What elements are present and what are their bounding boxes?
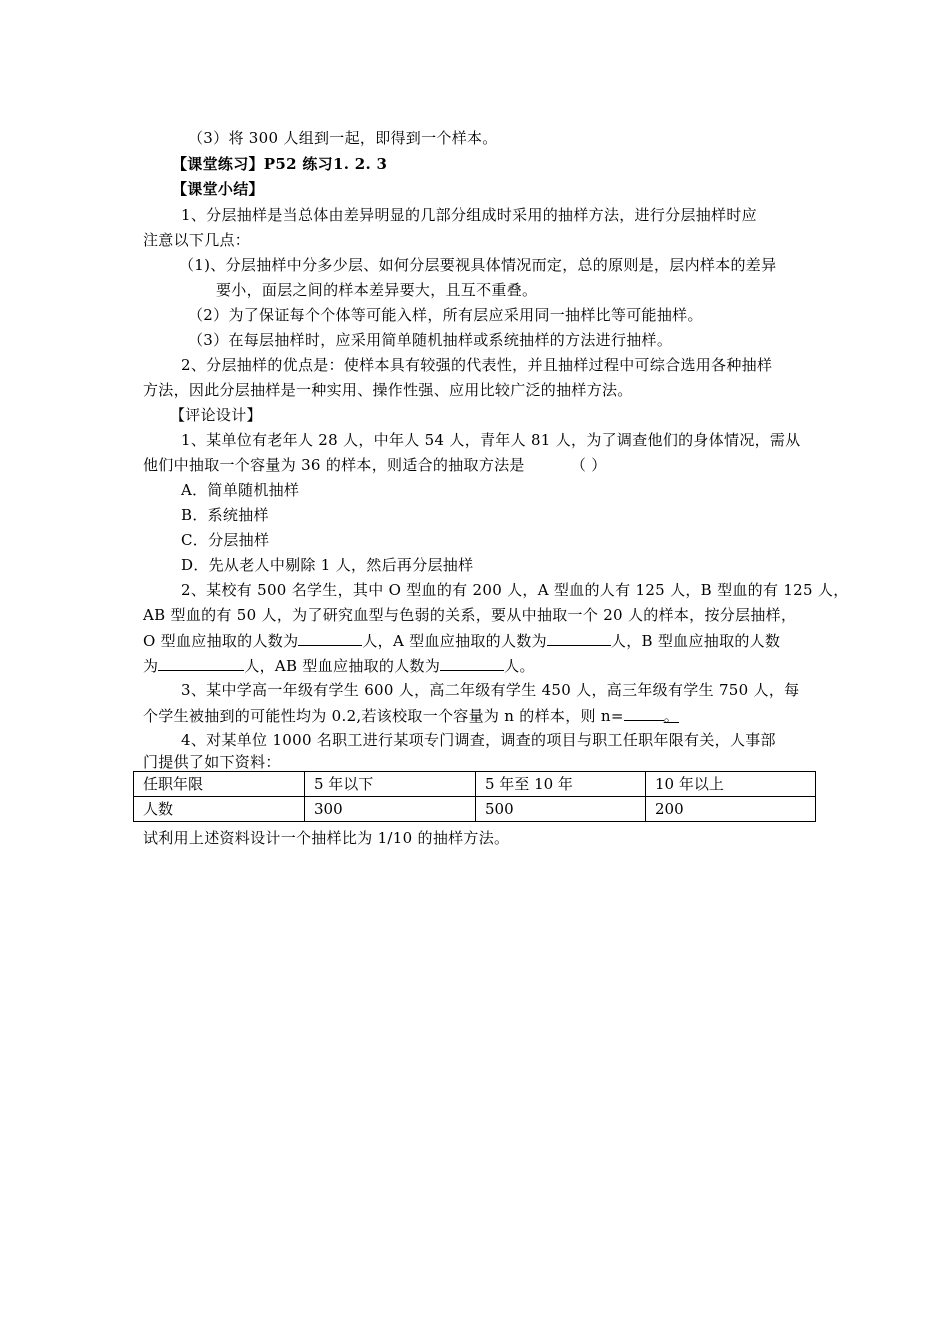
question-3-line-1: 3、某中学高一年级有学生 600 人，高二年级有学生 450 人，高三年级有学生 750 人，每 bbox=[181, 681, 800, 699]
summary-point-1-3: （3）在每层抽样时，应采用简单随机抽样或系统抽样的方法进行抽样。 bbox=[188, 331, 673, 349]
summary-point-1-1-line-1: （1)、分层抽样中分多少层、如何分层要视具体情况而定，总的原则是，层内样本的差异 bbox=[179, 256, 777, 274]
question-2-b-type-text: 人，B 型血应抽取的人数 bbox=[610, 632, 781, 650]
question-2-o-type-text: O 型血应抽取的人数为 bbox=[143, 632, 299, 650]
a-type-answer-blank[interactable] bbox=[547, 630, 611, 646]
classroom-practice-line: 【课堂练习】P52 练习1. 2. 3 bbox=[172, 155, 388, 173]
table-cell: 5 年至 10 年 bbox=[476, 772, 646, 797]
question-2-a-type-text: 人，A 型血应抽取的人数为 bbox=[362, 632, 547, 650]
step-3-line: （3）将 300 人组到一起，即得到一个样本。 bbox=[188, 129, 498, 147]
question-2-line-2: AB 型血的有 50 人，为了研究血型与色弱的关系，要从中抽取一个 20 人的样本，按分层抽样， bbox=[143, 606, 797, 624]
ab-type-answer-blank[interactable] bbox=[440, 655, 504, 671]
question-3-stem: 个学生被抽到的可能性均为 0.2,若该校取一个容量为 n 的样本，则 n= bbox=[143, 707, 624, 725]
summary-point-2-line-2: 方法，因此分层抽样是一种实用、操作性强、应用比较广泛的抽样方法。 bbox=[143, 381, 633, 399]
question-4-line-2: 门提供了如下资料： bbox=[143, 753, 281, 771]
answer-parentheses: （ ） bbox=[570, 456, 607, 474]
table-cell: 任职年限 bbox=[134, 772, 305, 797]
summary-point-1-line-1: 1、分层抽样是当总体由差异明显的几部分组成时采用的抽样方法，进行分层抽样时应 bbox=[181, 206, 757, 224]
question-2-wei-text: 为 bbox=[143, 657, 159, 675]
summary-heading: 【课堂小结】 bbox=[172, 180, 264, 198]
option-c: C．分层抽样 bbox=[181, 531, 270, 549]
option-d: D．先从老人中剔除 1 人，然后再分层抽样 bbox=[181, 556, 474, 574]
summary-point-2-line-1: 2、分层抽样的优点是：使样本具有较强的代表性，并且抽样过程中可综合选用各种抽样 bbox=[181, 356, 773, 374]
question-3-period: 。 bbox=[663, 707, 679, 725]
design-heading: 【评论设计】 bbox=[170, 406, 262, 424]
summary-point-1-2: （2）为了保证每个个体等可能入样，所有层应采用同一抽样比等可能抽样。 bbox=[188, 306, 703, 324]
question-4-line-1: 4、对某单位 1000 名职工进行某项专门调查，调查的项目与职工任职年限有关，人事部 bbox=[181, 731, 776, 749]
table-row bbox=[134, 797, 816, 822]
question-1-stem: 他们中抽取一个容量为 36 的样本，则适合的抽取方法是 bbox=[143, 456, 525, 474]
n-answer-blank[interactable] bbox=[624, 705, 664, 721]
option-b: B．系统抽样 bbox=[181, 506, 269, 524]
table-cell: 500 bbox=[476, 797, 646, 822]
question-2-line-4 bbox=[143, 655, 535, 676]
question-2-line-1: 2、某校有 500 名学生，其中 O 型血的有 200 人，A 型血的人有 125 人，B 型血的有 125 人， bbox=[181, 581, 849, 599]
b-type-answer-blank[interactable] bbox=[158, 655, 244, 671]
table-cell: 5 年以下 bbox=[305, 772, 476, 797]
summary-point-1-1-line-2: 要小，面层之间的样本差异要大，且互不重叠。 bbox=[216, 281, 538, 299]
question-2-ab-type-text: 人，AB 型血应抽取的人数为 bbox=[244, 657, 441, 675]
question-2-line-3 bbox=[143, 630, 780, 651]
question-3-line-2 bbox=[143, 705, 679, 726]
table-cell: 200 bbox=[646, 797, 816, 822]
question-1-line-1: 1、某单位有老年人 28 人，中年人 54 人，青年人 81 人，为了调查他们的身体情况，需从 bbox=[181, 431, 801, 449]
table-cell: 人数 bbox=[134, 797, 305, 822]
question-1-line-2 bbox=[143, 455, 607, 475]
tenure-table bbox=[133, 771, 816, 822]
table-cell: 300 bbox=[305, 797, 476, 822]
o-type-answer-blank[interactable] bbox=[298, 630, 362, 646]
summary-point-1-line-2: 注意以下几点： bbox=[143, 231, 251, 249]
table-followup-line: 试利用上述资料设计一个抽样比为 1/10 的抽样方法。 bbox=[143, 829, 510, 847]
option-a: A．简单随机抽样 bbox=[181, 481, 300, 499]
table-header-row bbox=[134, 772, 816, 797]
table-cell: 10 年以上 bbox=[646, 772, 816, 797]
question-2-end-text: 人。 bbox=[504, 657, 535, 675]
